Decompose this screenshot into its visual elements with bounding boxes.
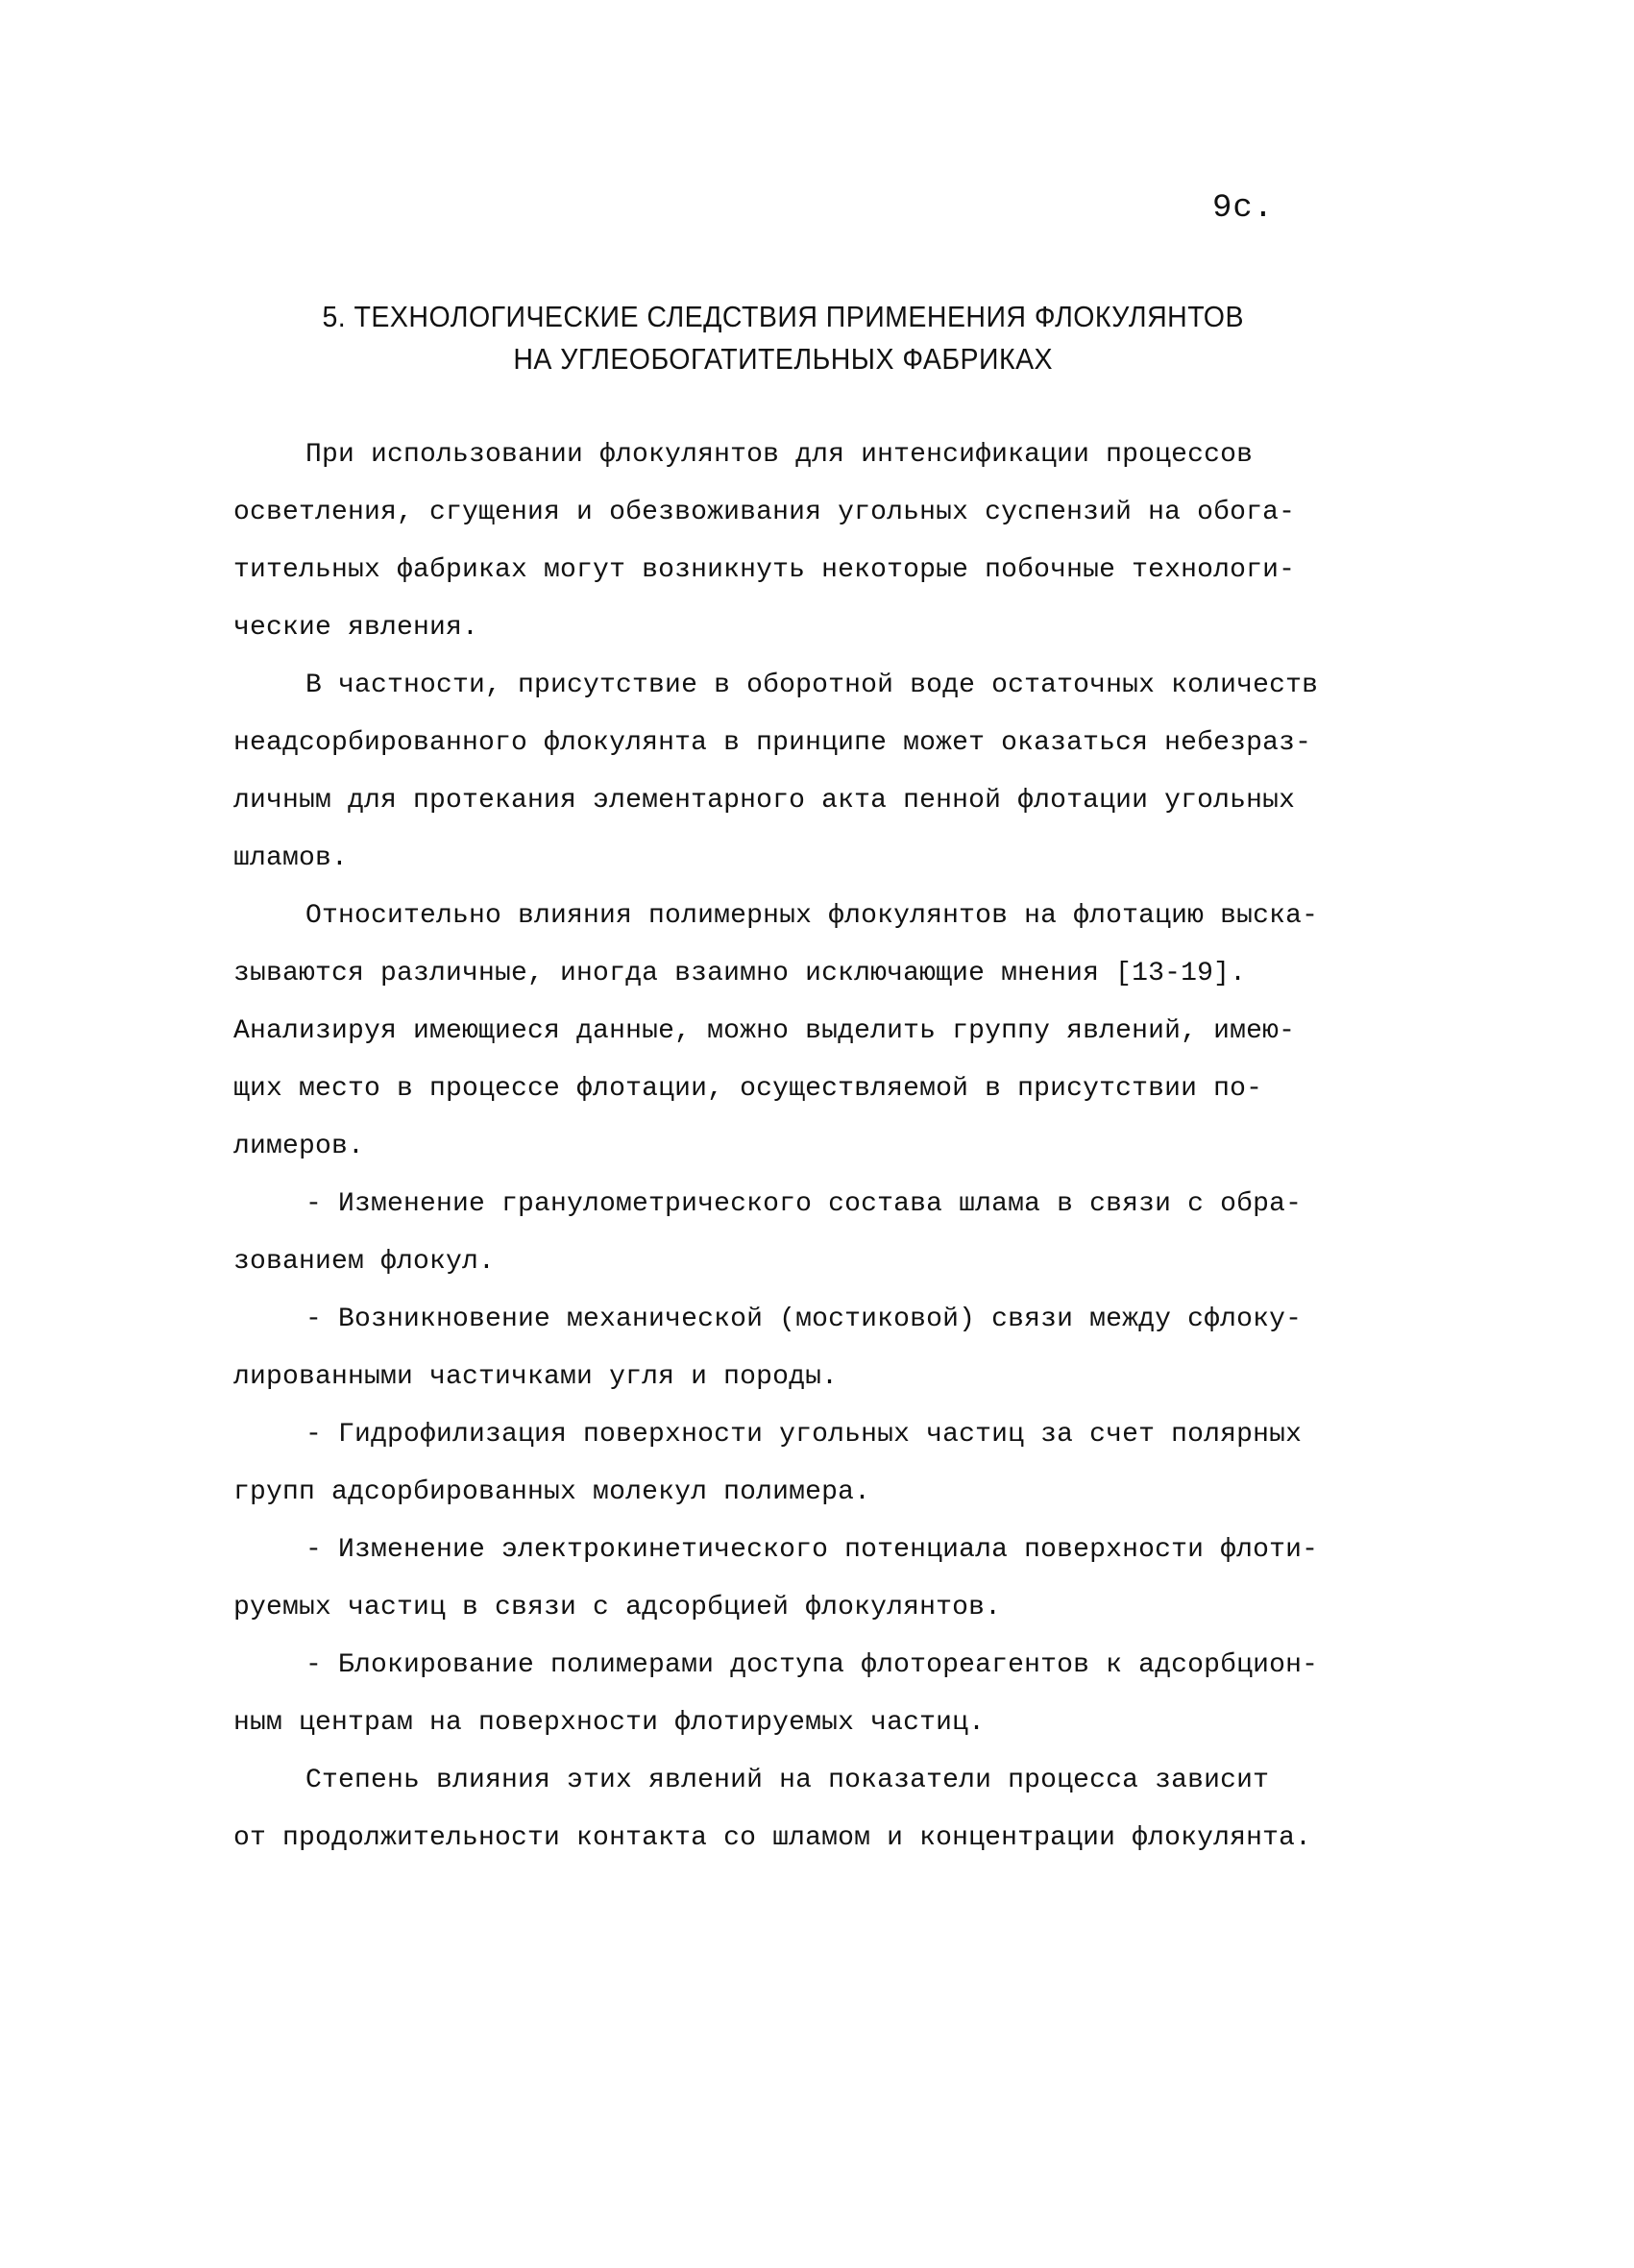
list-item-line: - Изменение гранулометрического состава шлама в связи с обра- xyxy=(305,1189,1303,1219)
list-item-line: зованием флокул. xyxy=(233,1247,496,1277)
text-line: Относительно влияния полимерных флокулянтов на флотацию выска- xyxy=(305,901,1319,931)
list-item-line: лированными частичками угля и породы. xyxy=(233,1362,839,1392)
text-line: В частности, присутствие в оборотной воде остаточных количеств xyxy=(305,671,1319,700)
text-line: шламов. xyxy=(233,843,349,873)
list-item-line: ным центрам на поверхности флотируемых частиц. xyxy=(233,1708,986,1738)
text-line: лимеров. xyxy=(233,1132,365,1161)
list-item-line: - Изменение электрокинетического потенциала поверхности флоти- xyxy=(305,1535,1319,1565)
text-line: ческие явления. xyxy=(233,613,479,643)
list-item-line: - Возникновение механической (мостиковой) связи между сфлоку- xyxy=(305,1305,1303,1334)
list-item-line: - Блокирование полимерами доступа флотореагентов к адсорбцион- xyxy=(305,1650,1319,1680)
text-line: зываются различные, иногда взаимно исключающие мнения [13-19]. xyxy=(233,959,1247,988)
body-text xyxy=(233,427,1402,1867)
text-line: тительных фабриках могут возникнуть некоторые побочные технологи- xyxy=(233,555,1296,585)
list-item-line: - Гидрофилизация поверхности угольных частиц за счет полярных xyxy=(305,1420,1303,1450)
text-line: осветления, сгущения и обезвоживания угольных суспензий на обога- xyxy=(233,498,1296,527)
page-number: 9с. xyxy=(1212,190,1275,227)
text-line: личным для протекания элементарного акта пенной флотации угольных xyxy=(233,786,1296,816)
text-line: неадсорбированного флокулянта в принципе может оказаться небезраз- xyxy=(233,728,1312,758)
list-item-line: руемых частиц в связи с адсорбцией флокулянтов. xyxy=(233,1593,1002,1622)
list-item-line: групп адсорбированных молекул полимера. xyxy=(233,1477,871,1507)
text-line: щих место в процессе флотации, осуществляемой в присутствии по- xyxy=(233,1074,1263,1104)
text-line: от продолжительности контакта со шламом и концентрации флокулянта. xyxy=(233,1823,1312,1853)
text-line: Анализируя имеющиеся данные, можно выделить группу явлений, имею- xyxy=(233,1016,1296,1046)
heading-line-1: 5. ТЕХНОЛОГИЧЕСКИЕ СЛЕДСТВИЯ ПРИМЕНЕНИЯ ФЛОКУЛЯНТОВ xyxy=(322,300,1244,333)
heading-line-2: НА УГЛЕОБОГАТИТЕЛЬНЫХ ФАБРИКАХ xyxy=(513,342,1054,376)
section-heading xyxy=(288,296,1278,380)
text-line: При использовании флокулянтов для интенсификации процессов xyxy=(305,440,1254,470)
text-line: Степень влияния этих явлений на показатели процесса зависит xyxy=(305,1766,1270,1795)
